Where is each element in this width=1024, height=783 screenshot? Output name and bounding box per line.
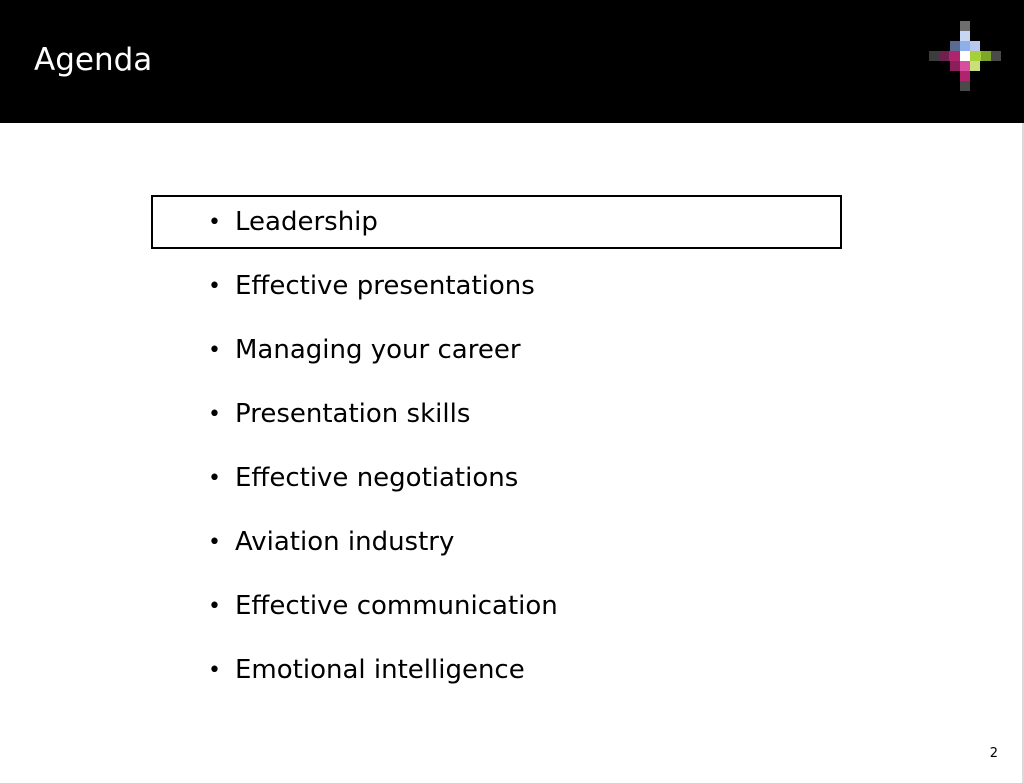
bullet-icon: • (208, 465, 221, 491)
agenda-item-effective-communication (208, 586, 558, 626)
bullet-icon: • (208, 209, 221, 235)
bullet-icon: • (208, 593, 221, 619)
bullet-icon: • (208, 337, 221, 363)
agenda-item-managing-career (208, 330, 521, 370)
agenda-item-effective-presentations (208, 266, 535, 306)
agenda-item-label: Managing your career (235, 335, 521, 365)
agenda-item-leadership (208, 202, 378, 242)
bullet-icon: • (208, 273, 221, 299)
agenda-item-presentation-skills (208, 394, 470, 434)
slide-title: Agenda (34, 42, 153, 78)
agenda-item-label: Leadership (235, 207, 378, 237)
agenda-item-aviation-industry (208, 522, 454, 562)
agenda-item-label: Effective negotiations (235, 463, 519, 493)
page-number: 2 (989, 746, 998, 761)
agenda-item-emotional-intelligence (208, 650, 525, 690)
bullet-icon: • (208, 529, 221, 555)
agenda-item-label: Effective communication (235, 591, 558, 621)
bullet-icon: • (208, 401, 221, 427)
agenda-item-label: Emotional intelligence (235, 655, 525, 685)
bullet-icon: • (208, 657, 221, 683)
agenda-item-label: Effective presentations (235, 271, 535, 301)
agenda-item-label: Presentation skills (235, 399, 471, 429)
agenda-item-effective-negotiations (208, 458, 518, 498)
agenda-item-label: Aviation industry (235, 527, 455, 557)
